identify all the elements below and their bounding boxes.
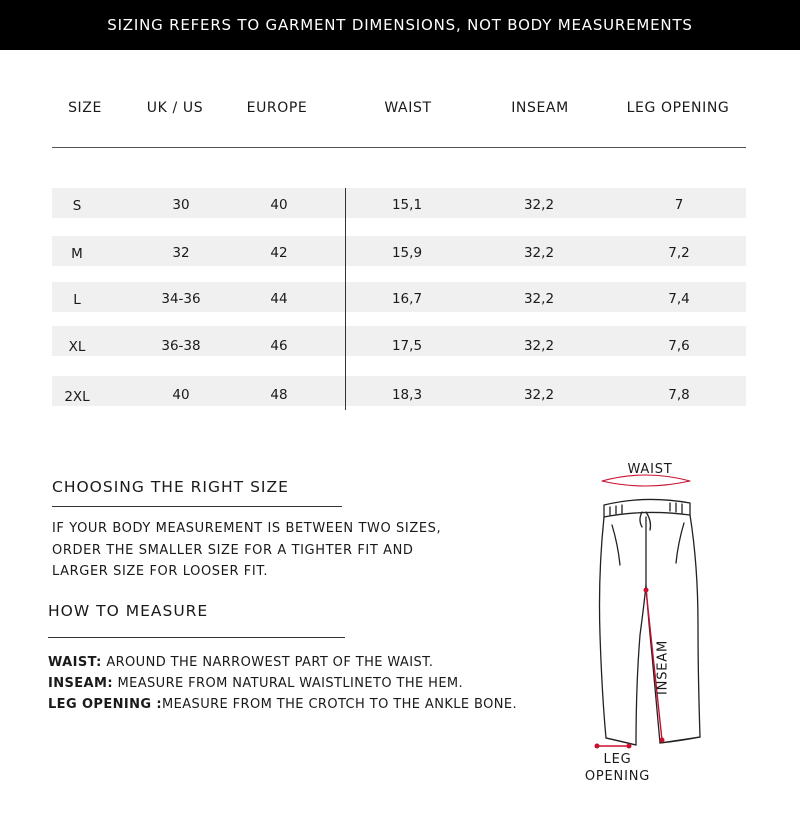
cell-inseam: 32,2 [523, 197, 555, 213]
header-divider [52, 147, 746, 148]
howto-item-leg-opening: LEG OPENING :MEASURE FROM THE CROTCH TO THE ANKLE BONE. [48, 697, 518, 712]
cell-inseam: 32,2 [523, 387, 555, 403]
cell-inseam: 32,2 [523, 245, 555, 261]
leg-opening-label [570, 751, 665, 785]
cell-uk-us: 34-36 [161, 291, 201, 307]
cell-leg-opening: 7 [674, 197, 684, 213]
choosing-line: LARGER SIZE FOR LOOSER FIT. [52, 564, 269, 579]
cell-inseam: 32,2 [523, 338, 555, 354]
cell-europe: 44 [270, 291, 288, 307]
inseam-dot-top [644, 588, 649, 593]
choosing-line: IF YOUR BODY MEASUREMENT IS BETWEEN TWO SIZES, [52, 521, 442, 536]
howto-list [48, 652, 517, 715]
cell-size: 2XL [64, 389, 90, 405]
cell-waist: 15,1 [391, 197, 423, 213]
cell-europe: 40 [270, 197, 288, 213]
cell-uk-us: 30 [172, 197, 190, 213]
cell-leg-opening: 7,6 [668, 338, 690, 354]
cell-uk-us: 40 [172, 387, 190, 403]
cell-size: XL [68, 339, 86, 355]
cell-inseam: 32,2 [523, 291, 555, 307]
choosing-title: CHOOSING THE RIGHT SIZE [52, 478, 289, 496]
inseam-label: INSEAM [655, 640, 671, 695]
leg-label-line-2: OPENING [584, 769, 651, 784]
choosing-line: ORDER THE SMALLER SIZE FOR A TIGHTER FIT AND [52, 542, 414, 558]
cell-waist: 15,9 [391, 245, 423, 261]
header-leg-opening: LEG OPENING [626, 100, 730, 116]
cell-size: L [73, 292, 81, 308]
cell-uk-us: 36-38 [161, 338, 201, 354]
howto-underline [48, 637, 345, 638]
cell-waist: 16,7 [391, 291, 423, 307]
header-waist: WAIST [384, 100, 432, 116]
cell-leg-opening: 7,8 [668, 387, 690, 403]
waist-label: WAIST [627, 462, 673, 477]
cell-size: S [72, 198, 82, 214]
header-size: SIZE [68, 100, 102, 116]
cell-europe: 42 [270, 245, 288, 261]
cell-waist: 18,3 [391, 387, 423, 403]
cell-size: M [71, 246, 83, 262]
howto-title: HOW TO MEASURE [48, 602, 209, 620]
choosing-text [52, 518, 441, 583]
howto-item-inseam: INSEAM: MEASURE FROM NATURAL WAISTLINETO THE HEM. [48, 676, 464, 691]
leg-dot-left [595, 744, 600, 749]
cell-waist: 17,5 [391, 338, 423, 354]
banner: SIZING REFERS TO GARMENT DIMENSIONS, NOT BODY MEASUREMENTS [0, 0, 800, 50]
header-inseam: INSEAM [511, 100, 569, 116]
choosing-underline [52, 506, 342, 507]
cell-europe: 48 [270, 387, 288, 403]
leg-dot-right [627, 744, 632, 749]
header-uk-us: UK / US [146, 100, 204, 116]
leg-label-line-1: LEG [603, 752, 632, 767]
cell-leg-opening: 7,4 [668, 291, 690, 307]
inseam-dot-bottom [660, 738, 665, 743]
pants-diagram [580, 455, 710, 755]
cell-europe: 46 [270, 338, 288, 354]
column-divider [345, 188, 346, 410]
cell-uk-us: 32 [172, 245, 190, 261]
howto-item-waist: WAIST: AROUND THE NARROWEST PART OF THE WAIST. [48, 655, 434, 670]
cell-leg-opening: 7,2 [668, 245, 690, 261]
header-europe: EUROPE [246, 100, 308, 116]
